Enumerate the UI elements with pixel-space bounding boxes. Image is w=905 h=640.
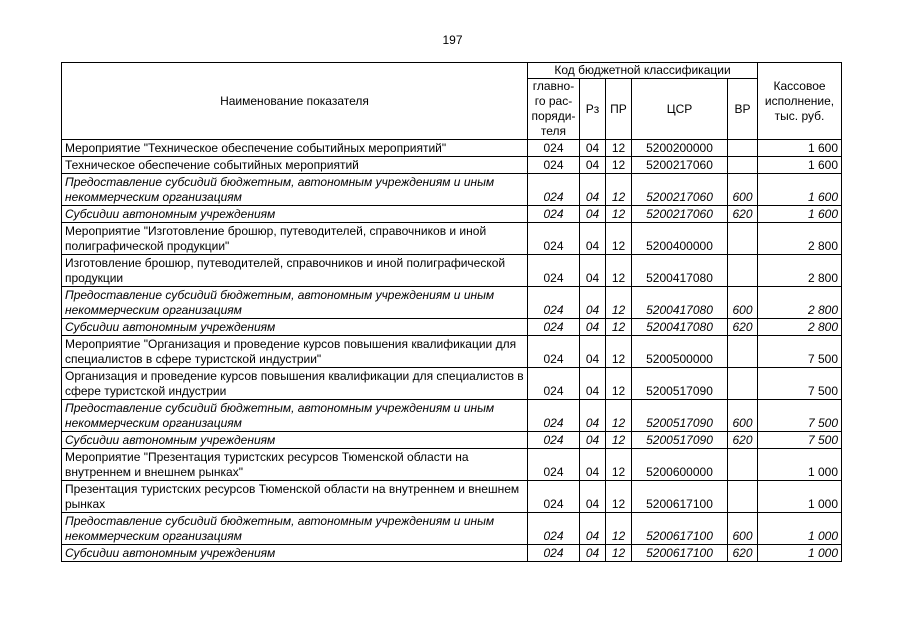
row-amount: 2 800 xyxy=(758,319,842,336)
row-glav: 024 xyxy=(528,319,580,336)
row-glav: 024 xyxy=(528,481,580,513)
row-name: Мероприятие "Техническое обеспечение событийных мероприятий" xyxy=(62,140,528,157)
row-pr: 12 xyxy=(606,336,632,368)
row-name: Мероприятие "Организация и проведение курсов повышения квалификации для специалистов в сфере туристской индустрии" xyxy=(62,336,528,368)
row-csr: 5200617100 xyxy=(632,481,728,513)
row-vr: 620 xyxy=(728,206,758,223)
row-rz: 04 xyxy=(580,400,606,432)
row-pr: 12 xyxy=(606,368,632,400)
row-name: Субсидии автономным учреждениям xyxy=(62,206,528,223)
row-rz: 04 xyxy=(580,432,606,449)
row-name: Субсидии автономным учреждениям xyxy=(62,432,528,449)
row-vr xyxy=(728,140,758,157)
row-vr xyxy=(728,449,758,481)
row-rz: 04 xyxy=(580,223,606,255)
row-vr xyxy=(728,481,758,513)
row-vr xyxy=(728,336,758,368)
table-row xyxy=(62,223,842,255)
header-name: Наименование показателя xyxy=(62,63,528,140)
header-pr: ПР xyxy=(606,79,632,140)
row-vr: 600 xyxy=(728,400,758,432)
row-vr: 600 xyxy=(728,287,758,319)
row-csr: 5200617100 xyxy=(632,513,728,545)
page-number: 197 xyxy=(442,33,463,47)
row-amount: 2 800 xyxy=(758,223,842,255)
row-pr: 12 xyxy=(606,545,632,562)
row-glav: 024 xyxy=(528,432,580,449)
row-glav: 024 xyxy=(528,255,580,287)
row-pr: 12 xyxy=(606,449,632,481)
row-csr: 5200517090 xyxy=(632,432,728,449)
table-row xyxy=(62,481,842,513)
row-csr: 5200417080 xyxy=(632,319,728,336)
row-name: Презентация туристских ресурсов Тюменской области на внутреннем и внешнем рынках xyxy=(62,481,528,513)
header-rz: Рз xyxy=(580,79,606,140)
row-csr: 5200617100 xyxy=(632,545,728,562)
row-name: Организация и проведение курсов повышения квалификации для специалистов в сфере туристской индустрии xyxy=(62,368,528,400)
row-rz: 04 xyxy=(580,513,606,545)
row-name: Предоставление субсидий бюджетным, автономным учреждениям и иным некоммерческим организациям xyxy=(62,513,528,545)
row-rz: 04 xyxy=(580,368,606,400)
row-amount: 7 500 xyxy=(758,336,842,368)
row-name: Субсидии автономным учреждениям xyxy=(62,319,528,336)
table-row xyxy=(62,157,842,174)
row-pr: 12 xyxy=(606,287,632,319)
row-rz: 04 xyxy=(580,287,606,319)
row-rz: 04 xyxy=(580,449,606,481)
row-name: Изготовление брошюр, путеводителей, справочников и иной полиграфической продукции xyxy=(62,255,528,287)
row-vr xyxy=(728,368,758,400)
row-vr: 620 xyxy=(728,432,758,449)
table-row xyxy=(62,336,842,368)
row-csr: 5200600000 xyxy=(632,449,728,481)
row-amount: 1 000 xyxy=(758,513,842,545)
table-row xyxy=(62,400,842,432)
row-amount: 1 600 xyxy=(758,140,842,157)
row-csr: 5200217060 xyxy=(632,206,728,223)
table-row xyxy=(62,368,842,400)
row-rz: 04 xyxy=(580,206,606,223)
budget-table xyxy=(61,62,842,562)
table-row xyxy=(62,513,842,545)
table-row xyxy=(62,319,842,336)
row-pr: 12 xyxy=(606,432,632,449)
row-csr: 5200417080 xyxy=(632,255,728,287)
row-vr: 600 xyxy=(728,513,758,545)
row-rz: 04 xyxy=(580,336,606,368)
header-glav: главно-го рас-поряди-теля xyxy=(528,79,580,140)
table-row xyxy=(62,255,842,287)
row-amount: 1 000 xyxy=(758,481,842,513)
row-rz: 04 xyxy=(580,545,606,562)
row-pr: 12 xyxy=(606,481,632,513)
row-amount: 2 800 xyxy=(758,255,842,287)
row-csr: 5200500000 xyxy=(632,336,728,368)
table-row xyxy=(62,287,842,319)
row-amount: 1 600 xyxy=(758,206,842,223)
row-amount: 1 600 xyxy=(758,157,842,174)
row-name: Субсидии автономным учреждениям xyxy=(62,545,528,562)
row-amount: 7 500 xyxy=(758,432,842,449)
row-vr: 620 xyxy=(728,545,758,562)
row-csr: 5200417080 xyxy=(632,287,728,319)
row-rz: 04 xyxy=(580,255,606,287)
table-row xyxy=(62,432,842,449)
row-amount: 7 500 xyxy=(758,400,842,432)
row-amount: 2 800 xyxy=(758,287,842,319)
row-pr: 12 xyxy=(606,140,632,157)
row-name: Предоставление субсидий бюджетным, автономным учреждениям и иным некоммерческим организациям xyxy=(62,400,528,432)
row-amount: 1 000 xyxy=(758,545,842,562)
row-pr: 12 xyxy=(606,513,632,545)
row-name: Предоставление субсидий бюджетным, автономным учреждениям и иным некоммерческим организациям xyxy=(62,287,528,319)
row-glav: 024 xyxy=(528,368,580,400)
row-csr: 5200517090 xyxy=(632,368,728,400)
row-name: Мероприятие "Изготовление брошюр, путеводителей, справочников и иной полиграфической продукции" xyxy=(62,223,528,255)
row-pr: 12 xyxy=(606,223,632,255)
row-vr xyxy=(728,157,758,174)
header-csr: ЦСР xyxy=(632,79,728,140)
table-header xyxy=(62,63,842,140)
row-pr: 12 xyxy=(606,206,632,223)
header-vr: ВР xyxy=(728,79,758,140)
row-vr xyxy=(728,255,758,287)
row-glav: 024 xyxy=(528,223,580,255)
table-row xyxy=(62,174,842,206)
row-amount: 1 000 xyxy=(758,449,842,481)
table-row xyxy=(62,449,842,481)
row-name: Техническое обеспечение событийных мероприятий xyxy=(62,157,528,174)
row-pr: 12 xyxy=(606,157,632,174)
table-row xyxy=(62,545,842,562)
row-pr: 12 xyxy=(606,255,632,287)
row-glav: 024 xyxy=(528,336,580,368)
row-name: Мероприятие "Презентация туристских ресурсов Тюменской области на внутреннем и внешнем рынках" xyxy=(62,449,528,481)
row-pr: 12 xyxy=(606,319,632,336)
row-csr: 5200217060 xyxy=(632,174,728,206)
row-rz: 04 xyxy=(580,174,606,206)
row-glav: 024 xyxy=(528,287,580,319)
row-name: Предоставление субсидий бюджетным, автономным учреждениям и иным некоммерческим организациям xyxy=(62,174,528,206)
row-glav: 024 xyxy=(528,157,580,174)
row-glav: 024 xyxy=(528,206,580,223)
row-vr: 600 xyxy=(728,174,758,206)
row-csr: 5200400000 xyxy=(632,223,728,255)
row-rz: 04 xyxy=(580,157,606,174)
row-glav: 024 xyxy=(528,400,580,432)
row-glav: 024 xyxy=(528,174,580,206)
header-amount: Кассовое исполнение, тыс. руб. xyxy=(758,63,842,140)
row-glav: 024 xyxy=(528,140,580,157)
header-code-group: Код бюджетной классификации xyxy=(528,63,758,79)
table-body xyxy=(62,140,842,562)
row-vr: 620 xyxy=(728,319,758,336)
table-row xyxy=(62,140,842,157)
row-csr: 5200217060 xyxy=(632,157,728,174)
table-row xyxy=(62,206,842,223)
row-rz: 04 xyxy=(580,481,606,513)
row-pr: 12 xyxy=(606,174,632,206)
row-vr xyxy=(728,223,758,255)
row-amount: 1 600 xyxy=(758,174,842,206)
row-pr: 12 xyxy=(606,400,632,432)
row-amount: 7 500 xyxy=(758,368,842,400)
row-csr: 5200517090 xyxy=(632,400,728,432)
row-rz: 04 xyxy=(580,140,606,157)
row-glav: 024 xyxy=(528,545,580,562)
row-rz: 04 xyxy=(580,319,606,336)
row-csr: 5200200000 xyxy=(632,140,728,157)
row-glav: 024 xyxy=(528,513,580,545)
row-glav: 024 xyxy=(528,449,580,481)
